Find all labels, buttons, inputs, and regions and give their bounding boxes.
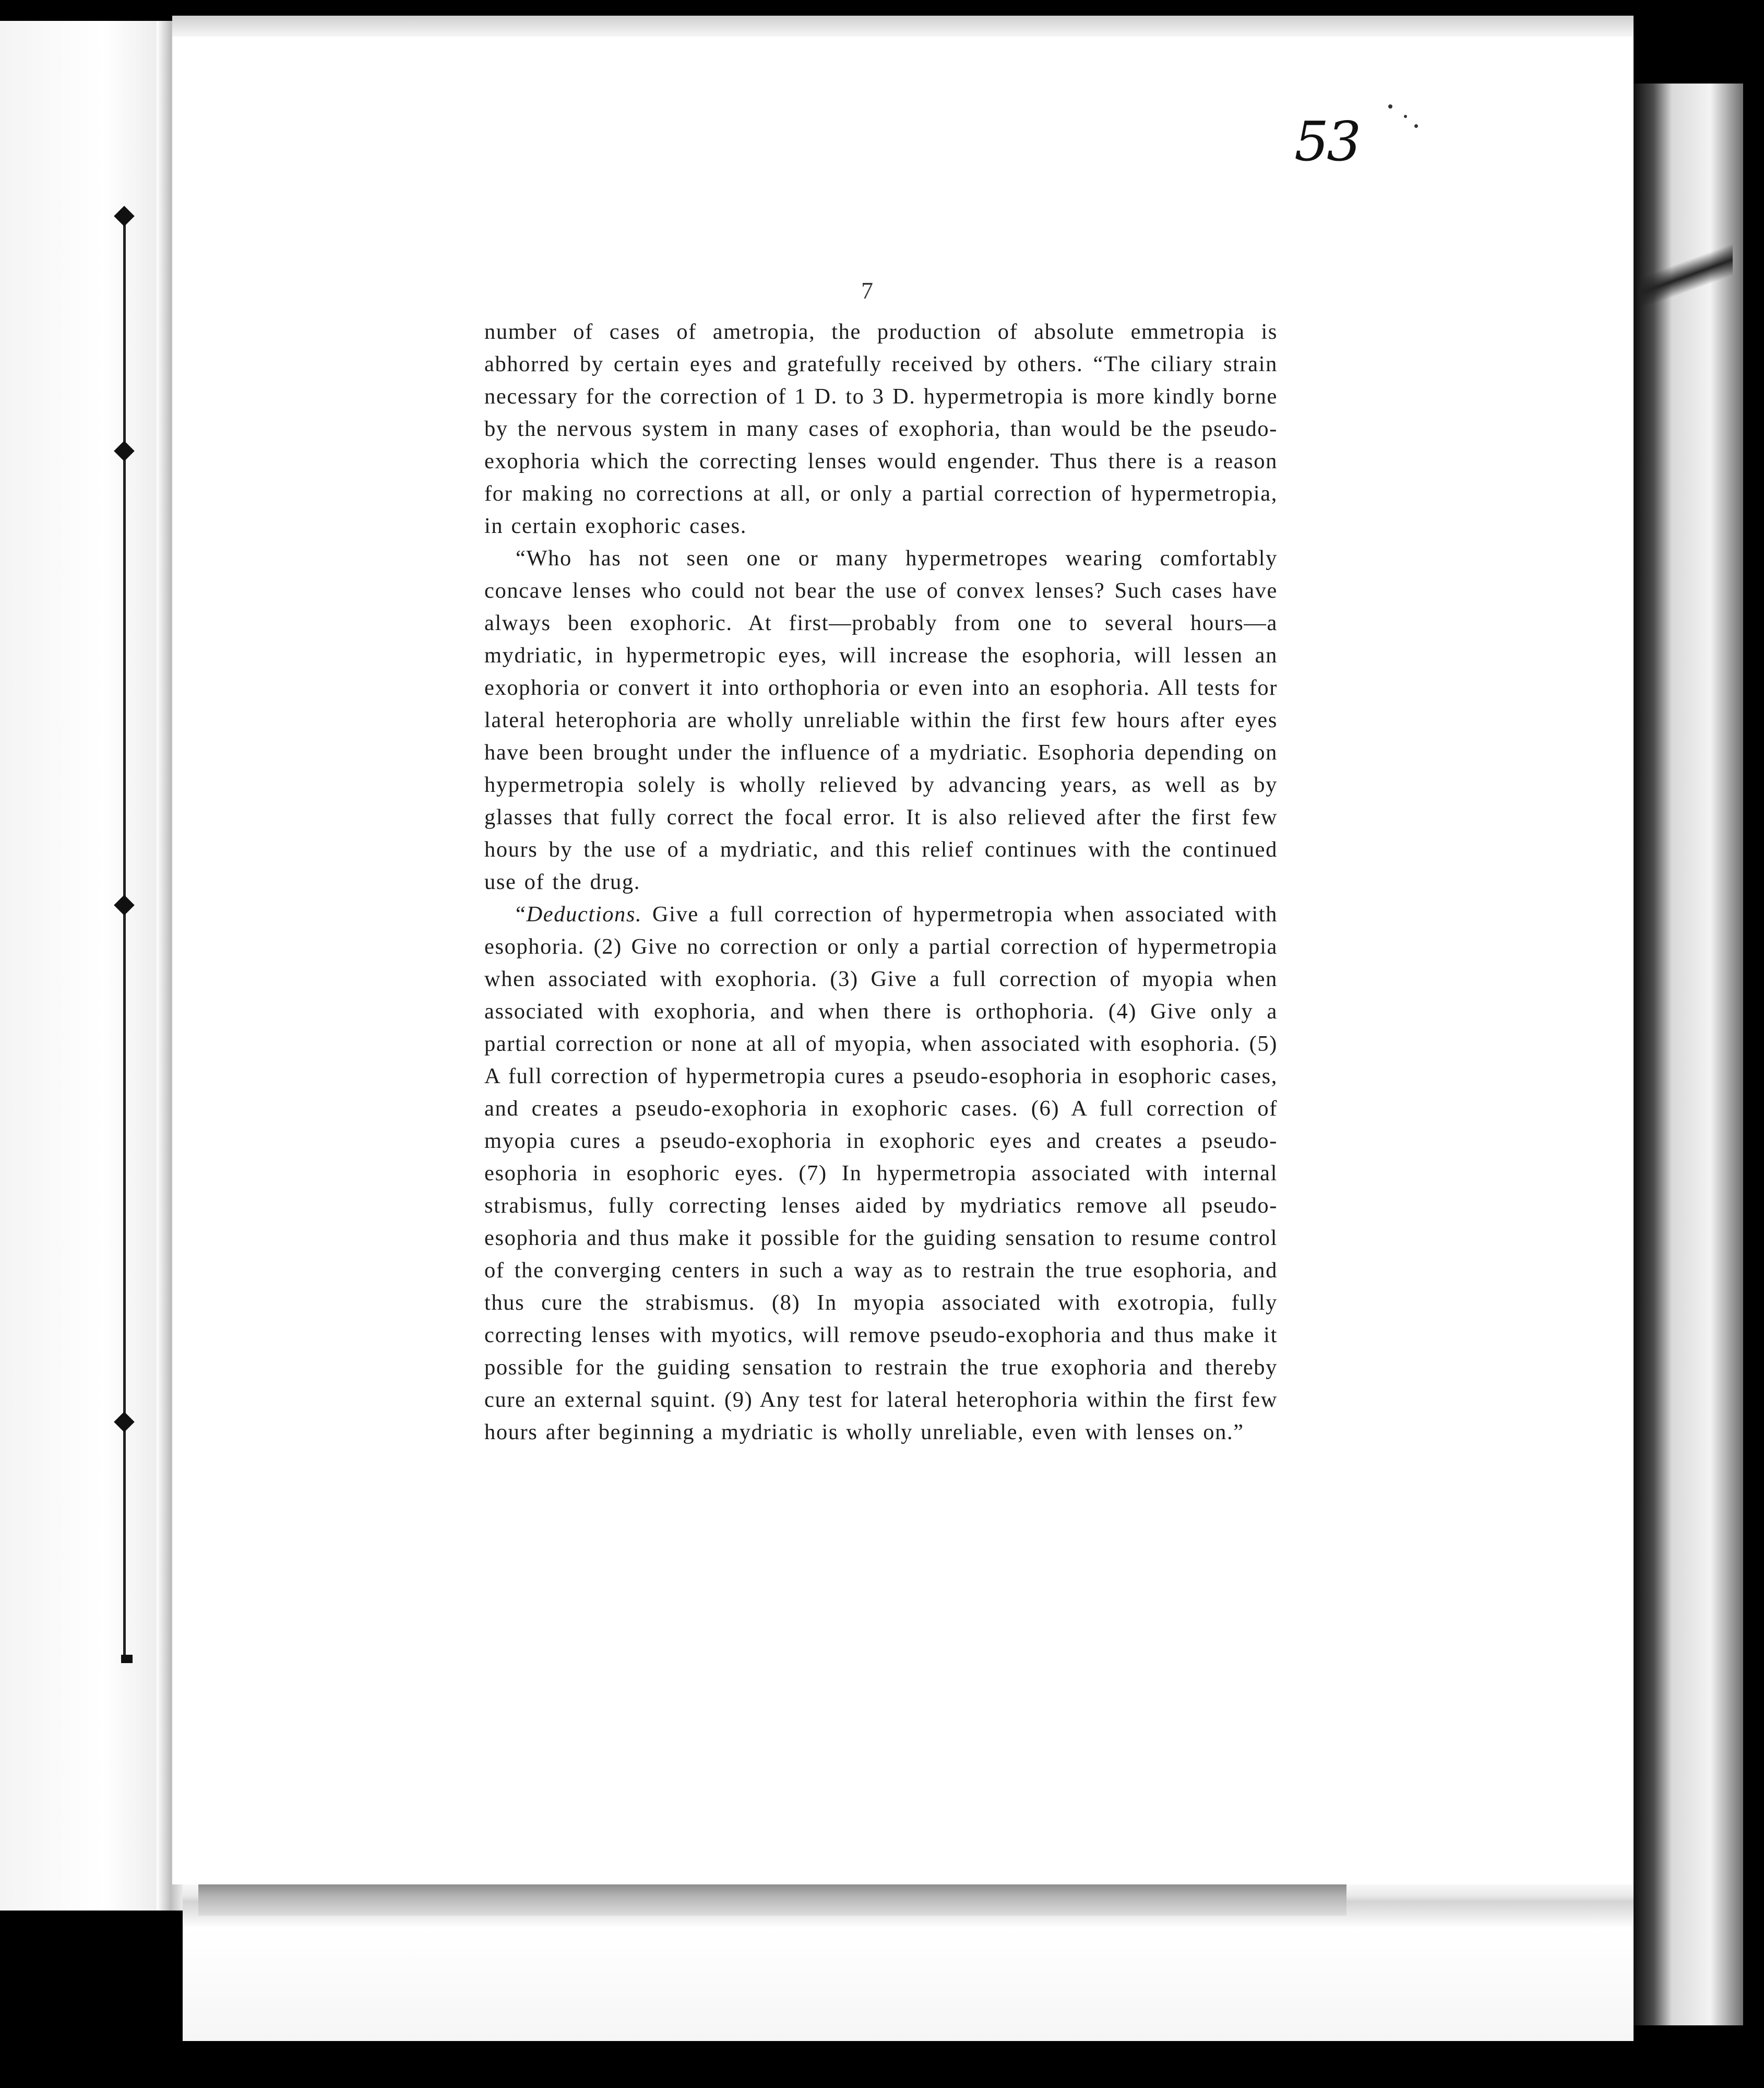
- facing-page-edge: [0, 21, 172, 1911]
- deductions-heading: Deductions.: [526, 902, 642, 927]
- paragraph-2: “Who has not seen one or many hypermetropes wearing comfortably concave lenses who could not bear the use of convex lenses? Such cases have always been exophoric. At first—probably from one to several hours—a mydriatic, in hypermetropic eyes, will increase the esophoria, will lessen an exophoria or convert it into orthophoria or even into an esophoria. All tests for lateral heterophoria are wholly unreliable within the first few hours after eyes have been brought under the influence of a mydriatic. Esophoria depending on hypermetropia solely is wholly relieved by advancing years, as well as by glasses that fully correct the focal error. It is also relieved after the first few hours by the use of a mydriatic, and this relief continues with the continued use of the drug.: [484, 546, 1278, 894]
- bottom-binding-shadow: [198, 1879, 1346, 1916]
- right-page-stack: [1634, 84, 1743, 2025]
- binding-thread: [119, 209, 129, 1660]
- opening-quote: “: [516, 902, 527, 927]
- book-page: [172, 37, 1634, 1884]
- handwritten-folio: 53: [1294, 110, 1360, 173]
- paragraph-3-text: Give a full correction of hypermetropia when associated with esophoria. (2) Give no correction or only a partial correction of hypermetropia when associated with exophoria. (3) Give a full correction of myopia when associated with exophoria, and when there is orthophoria. (4) Give only a partial correction or none at all of myopia, when associated with esophoria. (5) A full correction of hypermetropia cures a pseudo-esophoria in esophoric cases, and creates a pseudo-exophoria in exophoric cases. (6) A full correction of myopia cures a pseudo-exophoria in exophoric eyes and creates a pseudo-esophoria in esophoric eyes. (7) In hypermetropia associated with internal strabismus, fully correcting lenses aided by mydriatics remove all pseudo-esophoria and thus make it possible for the guiding sensation to resume control of the converging centers in such a way as to restrain the true esophoria, and thus cure the strabismus. (8) In myopia associated with exotropia, fully correcting lenses with myotics, will remove pseudo-exophoria and thus make it possible for the guiding sensation to restrain the true exophoria and thereby cure an external squint. (9) Any test for lateral heterophoria within the first few hours after beginning a mydriatic is wholly unreliable, even with lenses on.”: [484, 902, 1278, 1444]
- paragraph-1: number of cases of ametropia, the production of absolute emmetropia is abhorred by certain eyes and gratefully received by others. “The ciliary strain necessary for the correction of 1 D. to 3 D. hypermetropia is more kindly borne by the nervous system in many cases of exophoria, than would be the pseudo-exophoria which the correcting lenses would engender. Thus there is a reason for making no corrections at all, or only a partial correction of hypermetropia, in certain exophoric cases.: [484, 319, 1278, 538]
- body-text: [484, 316, 1278, 1449]
- binding-line: [123, 209, 126, 1660]
- stitch-mark: [121, 1655, 133, 1663]
- paragraph-3: [484, 898, 1278, 1449]
- page-number: 7: [861, 277, 873, 304]
